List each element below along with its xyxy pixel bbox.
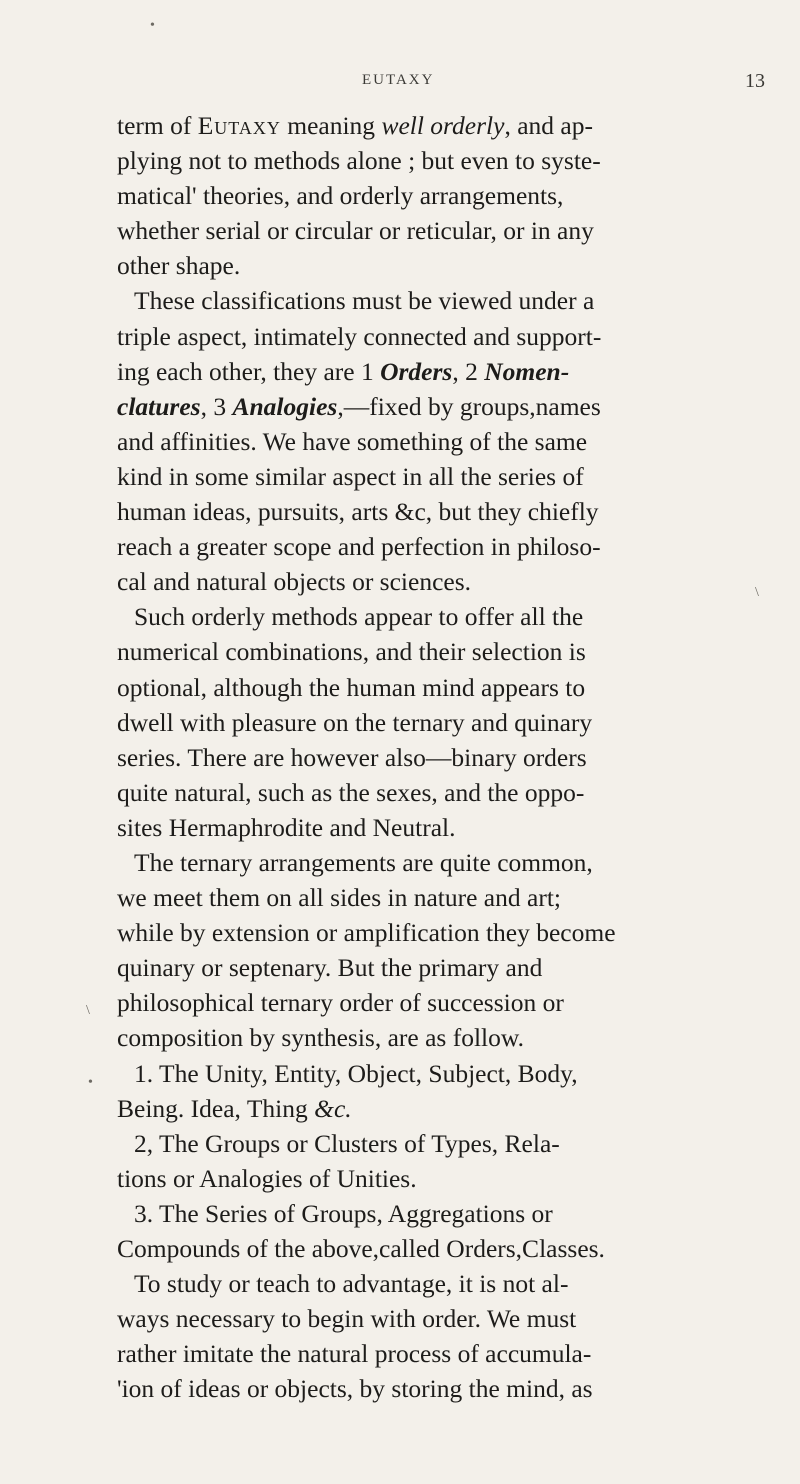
body-text [117,108,725,1406]
italic-run: Nomen- [484,356,570,386]
text-run: whether serial or circular or reticular, or in any [117,216,594,246]
text-run: 2, The Groups or Clusters of Types, Rela- [134,1128,560,1158]
italic-run: Orders [380,356,453,386]
text-line [117,810,725,845]
text-line [117,670,725,705]
italic-run: &c. [314,1093,352,1123]
text-line [117,880,725,915]
text-line [117,845,725,880]
text-run: triple aspect, intimately connected and support- [117,321,602,351]
text-run: quite natural, such as the sexes, and the oppo- [117,777,585,807]
text-line [117,950,725,985]
text-run: rather imitate the natural process of accumula- [117,1339,592,1369]
text-line [117,1091,725,1126]
text-run: matical' theories, and orderly arrangements, [117,181,564,211]
italic-run: Analogies [232,391,338,421]
text-run: tions or Analogies of Unities. [117,1163,417,1193]
text-run: human ideas, pursuits, arts &c, but they chiefly [117,497,599,527]
text-line [117,599,725,634]
text-run: plying not to methods alone ; but even to syste- [117,146,601,176]
text-run: numerical combinations, and their selection is [117,637,586,667]
text-run: The ternary arrangements are quite common, [134,847,593,877]
text-line [117,108,725,143]
text-line [117,283,725,318]
text-run: 3. The Series of Groups, Aggregations or [134,1198,553,1228]
running-title: EUTAXY [362,72,435,88]
text-line [117,740,725,775]
text-run: we meet them on all sides in nature and art; [117,883,561,913]
text-run: cal and natural objects or sciences. [117,567,472,597]
text-line [117,459,725,494]
text-line [117,143,725,178]
text-run: , 3 [200,391,233,421]
text-run: other shape. [117,251,241,281]
text-run: , and ap- [504,111,593,140]
text-line [117,985,725,1020]
text-run: optional, although the human mind appears to [117,672,586,702]
text-line [117,248,725,283]
text-line [117,494,725,529]
text-run: 1. The Unity, Entity, Object, Subject, Body, [134,1058,578,1088]
text-run: meaning [280,111,382,140]
text-line [117,1336,725,1371]
text-run: dwell with pleasure on the ternary and quinary [117,707,593,737]
text-run: Such orderly methods appear to offer all the [134,602,584,632]
text-run: To study or teach to advantage, it is not al- [134,1269,569,1299]
text-run: term of [117,111,198,140]
text-run: quinary or septenary. But the primary and [117,953,543,983]
text-line [117,1196,725,1231]
text-line [117,705,725,740]
text-run: philosophical ternary order of succession or [117,988,564,1018]
text-line [117,1161,725,1196]
text-line [117,1020,725,1055]
page-number: 13 [745,70,765,92]
print-speck-mark: • [150,18,155,33]
text-run: while by extension or amplification they become [117,918,616,948]
text-run: These classifications must be viewed under a [134,286,595,316]
text-run: sites Hermaphrodite and Neutral. [117,812,456,842]
text-run: , 2 [452,356,485,386]
text-line [117,1231,725,1266]
text-run: series. There are however also—binary orders [117,742,587,772]
text-run: reach a greater scope and perfection in philoso- [117,532,601,562]
text-line [117,1301,725,1336]
text-run: 'ion of ideas or objects, by storing the mind, as [117,1374,593,1404]
text-run: and affinities. We have something of the same [117,426,588,456]
text-run: ways necessary to begin with order. We must [117,1304,577,1334]
text-run: Compounds of the above,called Orders,Classes. [117,1234,605,1263]
small-caps-run: Eutaxy [197,111,281,140]
text-run: composition by synthesis, are as follow. [117,1023,525,1053]
print-speck-mark: • [88,1075,93,1090]
italic-run: well orderly [381,111,505,140]
text-line [117,389,725,424]
text-line [117,634,725,669]
text-line [117,1126,725,1161]
text-line [117,178,725,213]
text-run: Being. Idea, Thing [117,1093,315,1123]
text-line [117,1056,725,1091]
text-line [117,1266,725,1301]
running-head [0,72,800,96]
text-line [117,213,725,248]
text-line [117,354,725,389]
text-line [117,775,725,810]
text-line [117,424,725,459]
text-line [117,915,725,950]
text-line [117,319,725,354]
italic-run: clatures [117,391,201,421]
text-run: ing each other, they are 1 [117,356,381,386]
text-line [117,1371,725,1406]
margin-tick-mark: \ [86,1003,90,1018]
text-run: ,—fixed by groups,names [337,391,601,421]
text-run: kind in some similar aspect in all the series of [117,461,584,491]
margin-tick-mark: \ [755,585,759,600]
text-line [117,529,725,564]
text-line [117,564,725,599]
